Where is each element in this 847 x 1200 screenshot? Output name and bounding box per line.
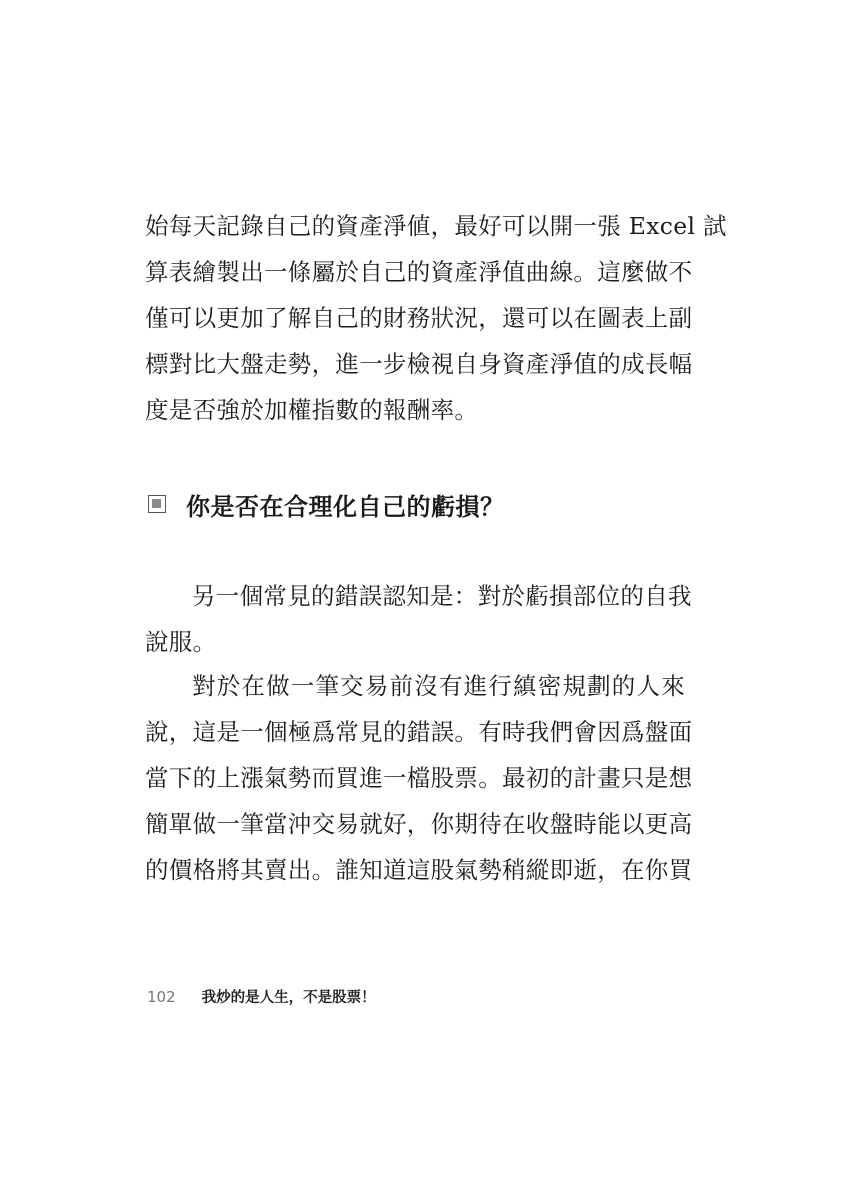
top-paragraph <box>145 203 727 433</box>
paragraph-line: 另一個常見的錯誤認知是：對於虧損部位的自我 <box>192 582 692 610</box>
square-bullet-icon <box>148 495 166 513</box>
paragraph-line: 對於在做一筆交易前沒有進行縝密規劃的人來 <box>192 672 685 700</box>
paragraph-line: 僅可以更加了解自己的財務狀況，還可以在圖表上副 <box>145 304 693 332</box>
paragraph-line: 度是否強於加權指數的報酬率。 <box>145 396 479 424</box>
paragraph-line: 標對比大盤走勢，進一步檢視自身資產淨值的成長幅 <box>145 350 693 378</box>
paragraph-line: 始每天記錄自己的資產淨値，最好可以開一張 Excel 試 <box>145 212 727 240</box>
page-number: 102 <box>147 988 176 1006</box>
body-paragraph-1 <box>145 573 692 665</box>
paragraph-line: 簡單做一筆當沖交易就好，你期待在收盤時能以更高 <box>145 810 693 838</box>
paragraph-line: 的價格將其賣出。誰知道這股氣勢稍縱即逝，在你買 <box>145 856 693 884</box>
running-book-title: 我炒的是人生，不是股票！ <box>201 990 376 1006</box>
paragraph-line: 說服。 <box>145 628 217 656</box>
page-footer <box>147 986 376 1007</box>
body-paragraph-2 <box>145 663 693 893</box>
paragraph-line: 說，這是一個極爲常見的錯誤。有時我們會因爲盤面 <box>145 718 693 746</box>
paragraph-line: 當下的上漲氣勢而買進一檔股票。最初的計畫只是想 <box>145 764 693 792</box>
section-heading-text: 你是否在合理化自己的虧損？ <box>186 492 505 521</box>
paragraph-line: 算表繪製出一條屬於自己的資產淨值曲線。這麼做不 <box>145 258 693 286</box>
section-heading <box>148 482 505 526</box>
